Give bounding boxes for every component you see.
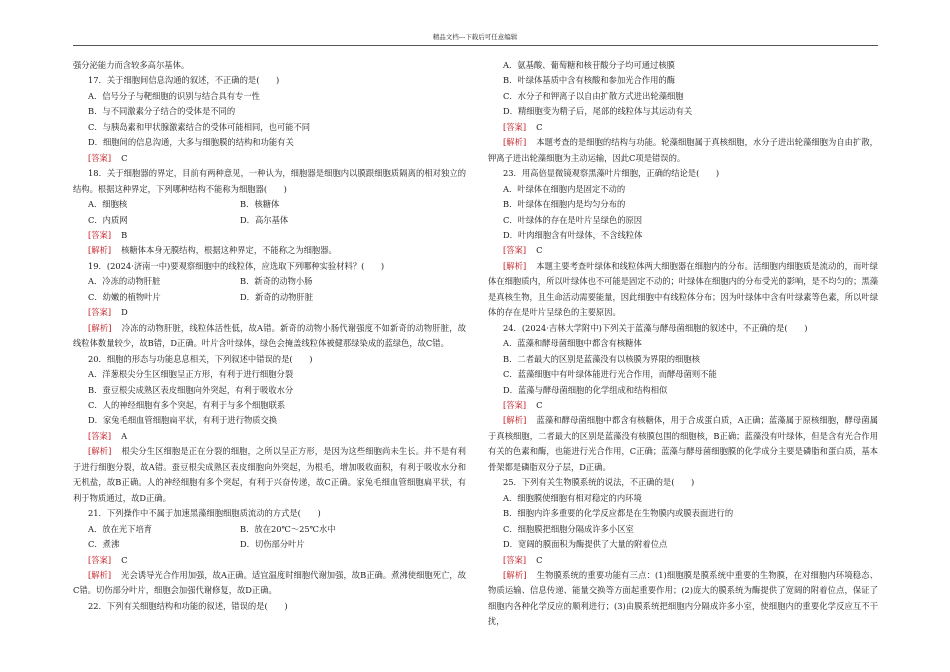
question-block bbox=[73, 73, 466, 166]
answer-label: [答案] bbox=[503, 554, 527, 565]
question-block bbox=[73, 599, 466, 614]
option: A．冷冻的动物肝脏 bbox=[88, 276, 161, 287]
option: B．二者最大的区别是蓝藻没有以核膜为界限的细胞核 bbox=[503, 353, 700, 364]
question-block bbox=[73, 166, 466, 259]
analysis bbox=[73, 568, 466, 599]
option: B．新奇的动物小肠 bbox=[240, 276, 313, 287]
option: B．核糖体 bbox=[240, 199, 280, 210]
question-block bbox=[73, 352, 466, 507]
option: B．叶绿体在细胞内是均匀分布的 bbox=[503, 199, 626, 210]
analysis-text: 冷冻的动物肝脏，线粒体活性低，故A错。新奇的动物小肠代谢强度不如新奇的动物肝脏，故线粒体数量较少，故B错，D正确。叶片含叶绿体，绿色会掩盖线粒体被健那绿染成的蓝绿色，故C错。 bbox=[73, 322, 466, 349]
option: A．细胞膜使细胞有相对稳定的内环境 bbox=[503, 492, 642, 503]
option-row bbox=[488, 228, 878, 243]
option: C．煮沸 bbox=[88, 539, 120, 550]
option-row bbox=[73, 213, 466, 228]
option-row bbox=[488, 213, 878, 228]
analysis bbox=[488, 568, 878, 630]
answer-value: C bbox=[536, 121, 543, 132]
question-block bbox=[488, 166, 878, 321]
option: C．人的神经细胞有多个突起，有利于与多个细胞联系 bbox=[88, 399, 286, 410]
analysis-text: 蓝藻和酵母菌细胞中都含有核糖体，用于合成蛋白质，A正确；蓝藻属于原核细胞，酵母菌属于真核细胞，二者最大的区别是蓝藻没有核膜包围的细胞核，B正确；蓝藻没有叶绿体，但是含有光合作用有关的色素和酶，也能进行光合作用，C正确；蓝藻与酵母菌细胞膜的化学成分主要是磷脂和蛋白质，基本骨架都是磷脂双分子层，D正确。 bbox=[488, 415, 878, 472]
answer-line bbox=[73, 305, 466, 320]
answer-label: [答案] bbox=[88, 307, 112, 318]
analysis-label: [解析] bbox=[503, 569, 527, 580]
option-row bbox=[73, 135, 466, 150]
analysis-label: [解析] bbox=[88, 569, 112, 580]
option: D．家兔毛细血管细胞扁平状，有利于进行物质交换 bbox=[88, 415, 278, 426]
analysis-text: 本题考查的是细胞的结构与功能。轮藻细胞属于真核细胞，水分子进出轮藻细胞为自由扩散，钾离子进出轮藻细胞为主动运输，因此C项是错误的。 bbox=[488, 137, 878, 163]
question-block bbox=[488, 475, 878, 630]
question-stem: 25．下列有关生物膜系统的说法，不正确的是( ) bbox=[503, 477, 695, 488]
answer-value: B bbox=[121, 229, 128, 240]
answer-line bbox=[73, 151, 466, 166]
option-row bbox=[73, 290, 466, 305]
answer-line bbox=[73, 228, 466, 243]
answer-label: [答案] bbox=[503, 399, 527, 410]
option-row bbox=[488, 537, 878, 552]
lead-text: 强分泌能力而含较多高尔基体。 bbox=[73, 60, 190, 70]
question-stem: 22．下列有关细胞结构和功能的叙述，错误的是( ) bbox=[88, 600, 288, 611]
option: D．精细胞变为精子后，尾部的线粒体与其运动有关 bbox=[503, 106, 693, 117]
option-row bbox=[488, 182, 878, 197]
question-stem: 21．下列操作中不属于加速黑藻细胞细胞质流动的方式是( ) bbox=[88, 508, 321, 519]
option: C．叶绿体的存在是叶片呈绿色的原因 bbox=[503, 214, 643, 225]
question-stem: 17．关于细胞间信息沟通的叙述，不正确的是( ) bbox=[88, 75, 280, 86]
option-row bbox=[488, 491, 878, 506]
analysis bbox=[73, 444, 466, 506]
answer-value: C bbox=[121, 554, 128, 565]
analysis-text: 本题主要考查叶绿体和线粒体两大细胞器在细胞内的分布。活细胞内细胞质是流动的，而叶绿体在细胞质内，所以叶绿体也不可能是固定不动的；叶绿体在细胞内的分布受光的影响，是不均匀的；黑藻是真核生物，且生命活动需要能量，因此细胞中有线粒体分布；因为叶绿体中含有叶绿素等色素，所以叶绿体的存在是叶片呈绿色的主要原因。 bbox=[488, 260, 878, 318]
option: B．蚕豆根尖成熟区表皮细胞向外突起，有利于吸收水分 bbox=[88, 384, 294, 395]
answer-label: [答案] bbox=[503, 121, 527, 132]
right-column bbox=[488, 58, 878, 630]
answer-label: [答案] bbox=[88, 430, 112, 441]
option: D．新奇的动物肝脏 bbox=[240, 291, 314, 302]
answer-line bbox=[73, 553, 466, 568]
option: D．切伤部分叶片 bbox=[240, 539, 305, 550]
option-row bbox=[73, 197, 466, 212]
option: C．内质网 bbox=[88, 214, 128, 225]
option: C．蓝藻细胞中有叶绿体能进行光合作用，而酵母菌则不能 bbox=[503, 369, 717, 380]
option: A．细胞核 bbox=[88, 199, 128, 210]
option-row bbox=[73, 104, 466, 119]
option: B．叶绿体基质中含有核酸和参加光合作用的酶 bbox=[503, 75, 676, 86]
option: A．洋葱根尖分生区细胞呈正方形，有利于进行细胞分裂 bbox=[88, 369, 294, 380]
question-stem: 18．关于细胞器的界定，目前有两种意见，一种认为，细胞器是细胞内以膜跟细胞质隔离的相对独立的结构。根据这种界定，下列哪种结构不能称为细胞器( ) bbox=[73, 168, 466, 194]
option-row bbox=[488, 506, 878, 521]
answer-line bbox=[488, 553, 878, 568]
analysis-text: 核糖体本身无膜结构，根据这种界定，不能称之为细胞器。 bbox=[121, 245, 337, 256]
header-rule bbox=[73, 45, 878, 46]
analysis-label: [解析] bbox=[88, 245, 112, 256]
option: C．与胰岛素和甲状腺激素结合的受体可能相同，也可能不同 bbox=[88, 121, 311, 132]
option: C．幼嫩的植物叶片 bbox=[88, 291, 161, 302]
option: A．放在光下培育 bbox=[88, 523, 153, 534]
option: C．水分子和钾离子以自由扩散方式进出轮藻细胞 bbox=[503, 90, 684, 101]
option-row bbox=[73, 120, 466, 135]
option-row bbox=[73, 89, 466, 104]
option: D．宽阔的膜面积为酶提供了大量的附着位点 bbox=[503, 539, 668, 550]
question-stem: 19．(2024·济南一中)要观察细胞中的线粒体，应选取下列哪种实验材料？( ) bbox=[88, 260, 385, 271]
analysis-label: [解析] bbox=[503, 260, 527, 271]
option-row bbox=[73, 537, 466, 552]
question-block bbox=[73, 259, 466, 352]
option-row bbox=[73, 274, 466, 289]
option-row bbox=[73, 383, 466, 398]
question-block bbox=[488, 58, 878, 166]
option-row bbox=[488, 367, 878, 382]
analysis-text: 生物膜系统的重要功能有三点：(1)细胞膜是膜系统中重要的生物膜，在对细胞内环境稳态、物质运输、信息传递、能量交换等方面起重要作用；(2)庞大的膜系统为酶提供了宽阔的附着位点，保证了细胞内各种化学反应的顺利进行；(3)由膜系统把细胞内分隔成许多小室，使细胞内的重要化学反应互不干扰， bbox=[488, 569, 878, 627]
option: B．放在20℃～25℃水中 bbox=[240, 523, 336, 534]
option-row bbox=[488, 58, 878, 73]
analysis bbox=[73, 321, 466, 352]
answer-label: [答案] bbox=[88, 152, 112, 163]
question-stem: 23．用高倍显微镜观察黑藻叶片细胞，正确的结论是( ) bbox=[503, 168, 720, 179]
answer-value: D bbox=[121, 307, 128, 318]
option-row bbox=[488, 383, 878, 398]
option: A．叶绿体在细胞内是固定不动的 bbox=[503, 183, 626, 194]
answer-line bbox=[488, 398, 878, 413]
answer-line bbox=[73, 429, 466, 444]
option-row bbox=[73, 413, 466, 428]
option-row bbox=[73, 522, 466, 537]
option-row bbox=[488, 336, 878, 351]
analysis-text: 光会诱导光合作用加强，故A正确。适宜温度时细胞代谢加强，故B正确。煮沸使细胞死亡，故C错。切伤部分叶片，细胞会加强代谢修复，故D正确。 bbox=[73, 569, 466, 596]
option: C．细胞膜把细胞分隔成许多小区室 bbox=[503, 523, 634, 534]
option: D．叶肉细胞含有叶绿体，不含线粒体 bbox=[503, 229, 643, 240]
option-row bbox=[488, 522, 878, 537]
option-row bbox=[488, 197, 878, 212]
question-stem: 20．细胞的形态与功能息息相关，下列叙述中错误的是( ) bbox=[88, 353, 313, 364]
option-row bbox=[73, 398, 466, 413]
answer-label: [答案] bbox=[503, 245, 527, 256]
answer-label: [答案] bbox=[88, 229, 112, 240]
answer-label: [答案] bbox=[88, 554, 112, 565]
analysis bbox=[488, 413, 878, 475]
option: D．细胞间的信息沟通，大多与细胞膜的结构和功能有关 bbox=[88, 137, 294, 148]
answer-line bbox=[488, 243, 878, 258]
option: A．信号分子与靶细胞的识别与结合具有专一性 bbox=[88, 90, 260, 101]
answer-value: C bbox=[536, 554, 543, 565]
answer-line bbox=[488, 120, 878, 135]
option: D．蓝藻与酵母菌细胞的化学组成和结构相似 bbox=[503, 384, 668, 395]
option-row bbox=[488, 104, 878, 119]
left-column bbox=[73, 58, 466, 614]
analysis-text: 根尖分生区细胞是正在分裂的细胞，之所以呈正方形，是因为这些细胞尚未生长。并不是有利于进行细胞分裂，故A错。蚕豆根尖成熟区表皮细胞向外突起，为根毛，增加吸收面积，有利于吸收水分和无机盐，故B正确。人的神经细胞有多个突起，有利于兴奋传递，故C正确。家兔毛细血管细胞扁平状，有利于物质通过，故D正确。 bbox=[73, 446, 466, 503]
option-row bbox=[73, 367, 466, 382]
answer-value: C bbox=[121, 152, 128, 163]
analysis bbox=[73, 243, 466, 258]
option-row bbox=[488, 352, 878, 367]
answer-value: C bbox=[536, 399, 543, 410]
option-row bbox=[488, 89, 878, 104]
question-block bbox=[73, 506, 466, 599]
option-row bbox=[488, 73, 878, 88]
analysis-label: [解析] bbox=[503, 137, 527, 148]
question-stem: 24．(2024·吉林大学附中)下列关于蓝藻与酵母菌细胞的叙述中，不正确的是( ) bbox=[503, 322, 808, 333]
option: A．蓝藻和酵母菌细胞中都含有核糖体 bbox=[503, 338, 642, 349]
option: D．高尔基体 bbox=[240, 214, 289, 225]
analysis-label: [解析] bbox=[88, 446, 112, 457]
answer-value: C bbox=[536, 245, 543, 256]
page-header: 精品文档---下载后可任意编辑 bbox=[432, 33, 518, 41]
option: A．氨基酸、葡萄糖和核苷酸分子均可通过核膜 bbox=[503, 60, 675, 70]
question-block bbox=[488, 321, 878, 476]
answer-value: A bbox=[121, 430, 128, 441]
analysis bbox=[488, 259, 878, 321]
option: B．细胞内许多重要的化学反应都是在生物膜内或膜表面进行的 bbox=[503, 508, 734, 519]
analysis bbox=[488, 135, 878, 166]
analysis-label: [解析] bbox=[88, 322, 112, 333]
option: B．与不同激素分子结合的受体是不同的 bbox=[88, 106, 236, 117]
analysis-label: [解析] bbox=[503, 415, 527, 426]
